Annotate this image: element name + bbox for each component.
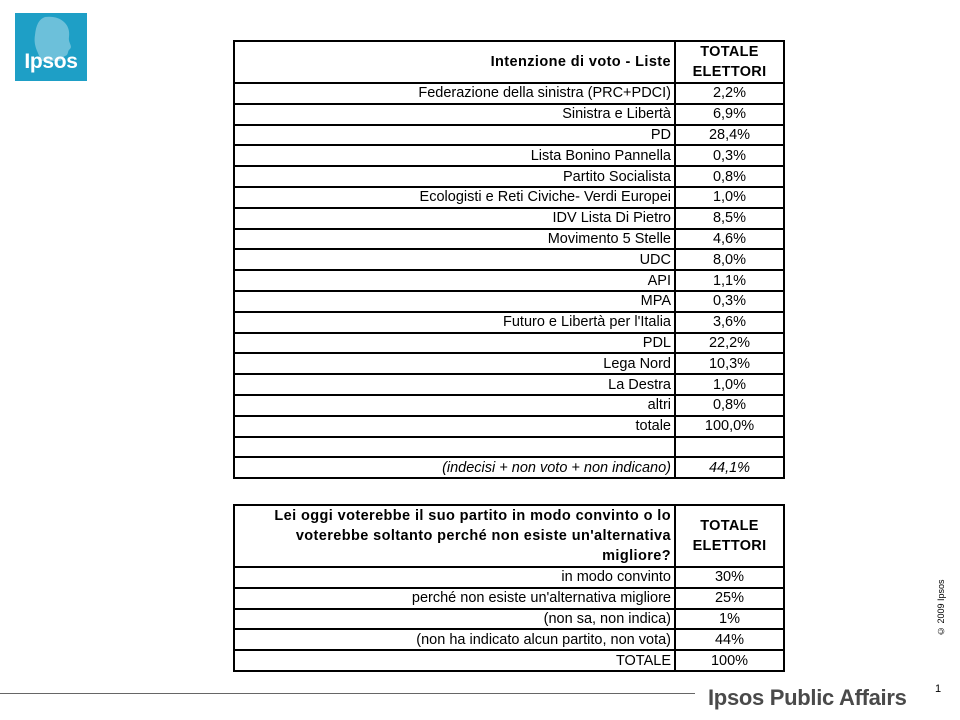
table-header-label [234,505,675,567]
header-total-line1: TOTALE [700,518,759,534]
row-value: 25% [675,588,784,609]
row-value: 1,0% [675,374,784,395]
row-value: 100% [675,650,784,671]
row-label: (non ha indicato alcun partito, non vota) [234,629,675,650]
table-row [234,166,784,187]
row-value: 3,6% [675,312,784,333]
row-value: 0,3% [675,291,784,312]
row-label [234,437,675,458]
row-label: Partito Socialista [234,166,675,187]
table-header-total [675,505,784,567]
row-value: 4,6% [675,229,784,250]
table-row [234,249,784,270]
row-value: 1,0% [675,187,784,208]
header-question-line1: Lei oggi voterebbe il suo partito in modo convinto o lo [274,508,671,524]
table-header-label: Intenzione di voto - Liste [234,41,675,83]
table-header-row [234,505,784,567]
copyright-notice: © 2009 Ipsos [936,579,946,636]
row-label: IDV Lista Di Pietro [234,208,675,229]
table-row [234,125,784,146]
row-value: 28,4% [675,125,784,146]
table-header-row [234,41,784,83]
table-row [234,609,784,630]
table-row [234,395,784,416]
row-label: (indecisi + non voto + non indicano) [234,457,675,478]
row-value: 100,0% [675,416,784,437]
table-row [234,187,784,208]
table-header-total [675,41,784,83]
row-label: Lista Bonino Pannella [234,145,675,166]
row-label: Lega Nord [234,353,675,374]
row-label: Futuro e Libertà per l'Italia [234,312,675,333]
empty-row [234,437,784,458]
table-row [234,353,784,374]
row-label: totale [234,416,675,437]
row-value: 0,3% [675,145,784,166]
row-value: 8,5% [675,208,784,229]
header-question-line3: migliore? [602,548,671,564]
page-number: 1 [935,683,942,695]
header-total-line1: TOTALE [700,44,759,60]
table-row [234,588,784,609]
table-row [234,208,784,229]
row-value: 22,2% [675,333,784,354]
row-value: 44% [675,629,784,650]
row-label: in modo convinto [234,567,675,588]
logo-text: Ipsos [24,50,78,73]
ipsos-logo [15,13,87,81]
header-total-line2: ELETTORI [692,64,767,80]
row-label: La Destra [234,374,675,395]
row-value: 8,0% [675,249,784,270]
row-value: 1,1% [675,270,784,291]
table-row [234,83,784,104]
row-label: API [234,270,675,291]
table-row [234,629,784,650]
total-row [234,416,784,437]
header-total-line2: ELETTORI [692,538,767,554]
row-value: 30% [675,567,784,588]
voting-intention-table [233,40,785,479]
header-question-line2: voterebbe soltanto perché non esiste un'alternativa [295,528,671,544]
undecided-row [234,457,784,478]
row-label: altri [234,395,675,416]
row-label: UDC [234,249,675,270]
row-value [675,437,784,458]
total-row [234,650,784,671]
table-row [234,312,784,333]
conviction-table [233,504,785,672]
footer-brand: Ipsos Public Affairs [708,685,907,710]
row-label: MPA [234,291,675,312]
table-row [234,374,784,395]
row-label: Movimento 5 Stelle [234,229,675,250]
table-row [234,333,784,354]
table-row [234,104,784,125]
footer-divider [0,693,695,694]
row-value: 2,2% [675,83,784,104]
table-row [234,229,784,250]
row-value: 0,8% [675,395,784,416]
row-value: 0,8% [675,166,784,187]
row-value: 44,1% [675,457,784,478]
table-row [234,567,784,588]
row-label: TOTALE [234,650,675,671]
row-label: Federazione della sinistra (PRC+PDCI) [234,83,675,104]
row-value: 1% [675,609,784,630]
row-label: Ecologisti e Reti Civiche- Verdi Europei [234,187,675,208]
table-row [234,270,784,291]
row-value: 10,3% [675,353,784,374]
row-label: perché non esiste un'alternativa migliore [234,588,675,609]
table-row [234,145,784,166]
table-row [234,291,784,312]
row-label: (non sa, non indica) [234,609,675,630]
row-label: PDL [234,333,675,354]
row-label: PD [234,125,675,146]
row-value: 6,9% [675,104,784,125]
row-label: Sinistra e Libertà [234,104,675,125]
